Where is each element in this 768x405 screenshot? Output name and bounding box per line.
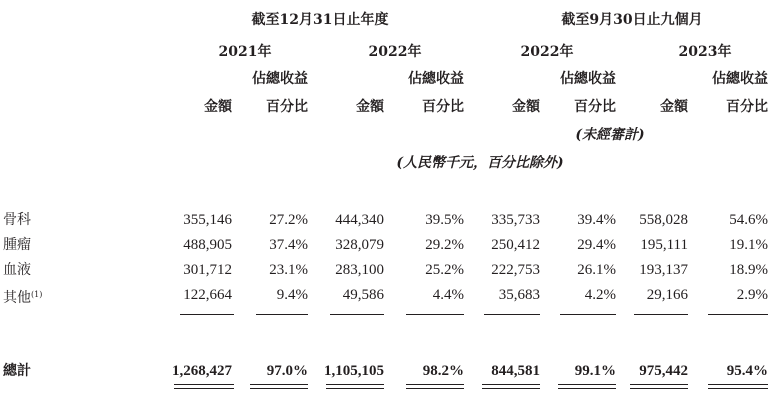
- table-cell: 23.1%: [269, 262, 308, 278]
- col-header-amount: 金額: [512, 99, 540, 115]
- table-cell: 335,733: [491, 212, 540, 228]
- table-cell: 29.4%: [577, 237, 616, 253]
- subtotal-rule: [708, 314, 768, 315]
- row-label-others: [3, 287, 42, 306]
- table-cell: 26.1%: [577, 262, 616, 278]
- year-header-2022-9m: 2022年: [520, 44, 574, 60]
- table-cell: 301,712: [183, 262, 232, 278]
- table-cell: 25.2%: [425, 262, 464, 278]
- total-double-rule: [558, 384, 616, 389]
- total-cell: 1,268,427: [172, 363, 232, 379]
- year-header-2023-9m: 2023年: [678, 44, 732, 60]
- row-label-others-text: 其他: [3, 290, 31, 306]
- subtotal-rule: [256, 314, 308, 315]
- table-cell: 250,412: [491, 237, 540, 253]
- year-header-2022: 2022年: [368, 44, 422, 60]
- table-cell: 39.5%: [425, 212, 464, 228]
- total-cell: 844,581: [491, 363, 540, 379]
- table-cell: 4.2%: [584, 287, 616, 303]
- col-header-pct-line1: 佔總收益: [408, 71, 464, 87]
- table-cell: 195,111: [640, 237, 688, 253]
- total-double-rule: [250, 384, 308, 389]
- table-cell: 37.4%: [269, 237, 308, 253]
- table-cell: 39.4%: [577, 212, 616, 228]
- total-double-rule: [326, 384, 384, 389]
- col-header-pct-line2: 百分比: [726, 99, 768, 115]
- table-cell: 488,905: [183, 237, 232, 253]
- table-cell: 29,166: [646, 287, 688, 303]
- total-double-rule: [406, 384, 464, 389]
- total-cell: 95.4%: [726, 363, 768, 379]
- subtotal-rule: [330, 314, 384, 315]
- col-header-pct-line2: 百分比: [574, 99, 616, 115]
- total-double-rule: [708, 384, 768, 389]
- table-cell: 29.2%: [425, 237, 464, 253]
- table-cell: 4.4%: [432, 287, 464, 303]
- table-cell: 49,586: [342, 287, 384, 303]
- total-double-rule: [482, 384, 540, 389]
- col-header-pct-line2: 百分比: [266, 99, 308, 115]
- total-cell: 975,442: [639, 363, 688, 379]
- table-cell: 222,753: [491, 262, 540, 278]
- total-double-rule: [630, 384, 688, 389]
- table-cell: 558,028: [639, 212, 688, 228]
- unit-note: (人民幣千元，百分比除外): [396, 155, 564, 171]
- table-cell: 328,079: [335, 237, 384, 253]
- table-cell: 18.9%: [729, 262, 768, 278]
- total-cell: 99.1%: [574, 363, 616, 379]
- table-cell: 283,100: [335, 262, 384, 278]
- table-cell: 2.9%: [736, 287, 768, 303]
- period-header-nine-months: 截至9月30日止九個月: [561, 12, 703, 28]
- row-label-orthopedics: 骨科: [3, 212, 31, 228]
- table-cell: 54.6%: [729, 212, 768, 228]
- col-header-amount: 金額: [204, 99, 232, 115]
- table-cell: 9.4%: [276, 287, 308, 303]
- table-cell: 122,664: [183, 287, 232, 303]
- subtotal-rule: [634, 314, 688, 315]
- col-header-pct-line1: 佔總收益: [712, 71, 768, 87]
- total-cell: 98.2%: [422, 363, 464, 379]
- total-cell: 97.0%: [266, 363, 308, 379]
- year-header-2021: 2021年: [218, 44, 272, 60]
- col-header-amount: 金額: [660, 99, 688, 115]
- period-header-fiscal-year: 截至12月31日止年度: [251, 12, 389, 28]
- subtotal-rule: [406, 314, 464, 315]
- row-label-total: 總計: [3, 363, 31, 379]
- table-cell: 444,340: [335, 212, 384, 228]
- total-double-rule: [174, 384, 234, 389]
- row-label-oncology: 腫瘤: [3, 237, 31, 253]
- subtotal-rule: [484, 314, 540, 315]
- col-header-amount: 金額: [356, 99, 384, 115]
- col-header-pct-line1: 佔總收益: [560, 71, 616, 87]
- col-header-pct-line2: 百分比: [422, 99, 464, 115]
- table-cell: 27.2%: [269, 212, 308, 228]
- table-cell: 35,683: [498, 287, 540, 303]
- unaudited-note: (未經審計): [575, 127, 645, 143]
- total-cell: 1,105,105: [324, 363, 384, 379]
- table-cell: 193,137: [639, 262, 688, 278]
- col-header-pct-line1: 佔總收益: [252, 71, 308, 87]
- row-label-hematology: 血液: [3, 262, 31, 278]
- subtotal-rule: [180, 314, 234, 315]
- table-cell: 355,146: [183, 212, 232, 228]
- table-cell: 19.1%: [729, 237, 768, 253]
- subtotal-rule: [560, 314, 616, 315]
- footnote-marker: (1): [31, 290, 43, 299]
